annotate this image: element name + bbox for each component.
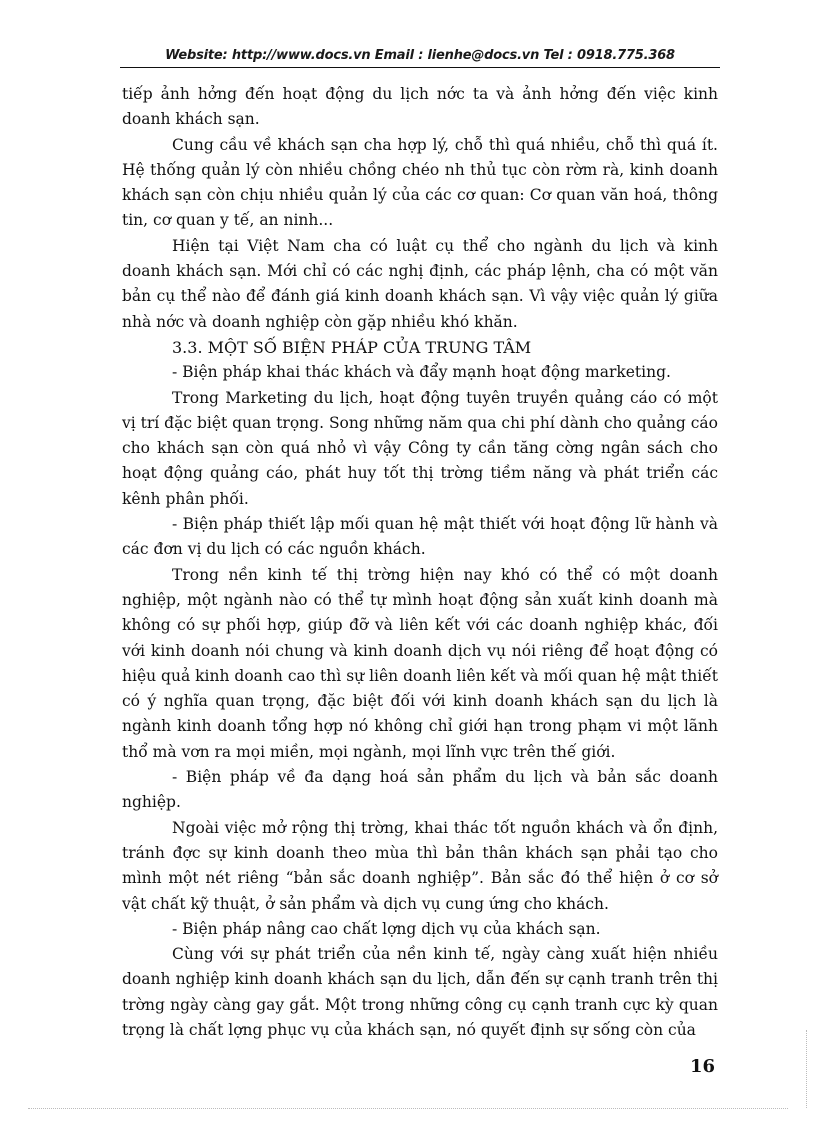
section-heading: 3.3. MỘT SỐ BIỆN PHÁP CỦA TRUNG TÂM — [172, 337, 532, 357]
body-text — [122, 82, 718, 1043]
header-rule — [120, 67, 720, 68]
bullet-paragraph: - Biện pháp khai thác khách và đẩy mạnh hoạt động marketing. — [172, 363, 671, 382]
paragraph: Cùng với sự phát triển của nền kinh tế, ngày càng xuất hiện nhiều doanh nghiệp kinh doanh khách sạn du lịch, dẫn đến sự cạnh tranh trên thị trờng ngày càng gay gắt. Một trong những công cụ cạnh tranh cực kỳ quan trọng là chất lợng phục vụ của khách sạn, nó quyết định sự sống còn của — [122, 945, 718, 1039]
header-contact-text: Website: http://www.docs.vn Email : lienhe@docs.vn Tel : 0918.775.368 — [165, 48, 675, 63]
bullet-paragraph: - Biện pháp nâng cao chất lợng dịch vụ của khách sạn. — [172, 919, 601, 938]
page-number: 16 — [690, 1056, 716, 1077]
paragraph: Hiện tại Việt Nam cha có luật cụ thể cho ngành du lịch và kinh doanh khách sạn. Mới chỉ có các nghị định, các pháp lệnh, cha có một văn bản cụ thể nào để đánh giá kinh doanh khách sạn. Vì vậy việc quản lý giữa nhà nớc và doanh nghiệp còn gặp nhiều khó khăn. — [122, 236, 718, 331]
footer-dotted-rule — [28, 1108, 788, 1109]
bullet-paragraph: - Biện pháp về đa dạng hoá sản phẩm du lịch và bản sắc doanh nghiệp. — [122, 768, 718, 812]
bullet-paragraph: - Biện pháp thiết lập mối quan hệ mật thiết với hoạt động lữ hành và các đơn vị du lịch có các nguồn khách. — [122, 515, 718, 559]
paragraph: Ngoài việc mở rộng thị trờng, khai thác tốt nguồn khách và ổn định, tránh đợc sự kinh doanh theo mùa thì bản thân khách sạn phải tạo cho mình một nét riêng “bản sắc doanh nghiệp”. Bản sắc đó thể hiện ở cơ sở vật chất kỹ thuật, ở sản phẩm và dịch vụ cung ứng cho khách. — [122, 818, 718, 913]
paragraph: Trong Marketing du lịch, hoạt động tuyên truyền quảng cáo có một vị trí đặc biệt quan trọng. Song những năm qua chi phí dành cho quảng cáo cho khách sạn còn quá nhỏ vì vậy Công ty cần tăng cờng ngân sách cho hoạt động quảng cáo, phát huy tốt thị trờng tiềm năng và phát triển các kênh phân phối. — [122, 388, 718, 508]
paragraph: Trong nền kinh tế thị trờng hiện nay khó có thể có một doanh nghiệp, một ngành nào có thể tự mình hoạt động sản xuất kinh doanh mà không có sự phối hợp, giúp đỡ và liên kết với các doanh nghiệp khác, đối với kinh doanh nói chung và kinh doanh dịch vụ nói riêng để hoạt động có hiệu quả kinh doanh cao thì sự liên doanh liên kết và mối quan hệ mật thiết có ý nghĩa quan trọng, đặc biệt đối với kinh doanh khách sạn du lịch là ngành kinh doanh tổng hợp nó không chỉ giới hạn trong phạm vi một lãnh thổ mà vơn ra mọi miền, mọi ngành, mọi lĩnh vực trên thế giới. — [122, 565, 718, 761]
paragraph: Cung cầu về khách sạn cha hợp lý, chỗ thì quá nhiều, chỗ thì quá ít. Hệ thống quản lý còn nhiều chồng chéo nh thủ tục còn rờm rà, kinh doanh khách sạn còn chịu nhiều quản lý của các cơ quan: Cơ quan văn hoá, thông tin, cơ quan y tế, an ninh... — [122, 135, 718, 230]
page-header — [120, 48, 720, 70]
paragraph: tiếp ảnh hởng đến hoạt động du lịch nớc ta và ảnh hởng đến việc kinh doanh khách sạn. — [122, 85, 718, 129]
margin-dotted-rule — [806, 1030, 807, 1108]
